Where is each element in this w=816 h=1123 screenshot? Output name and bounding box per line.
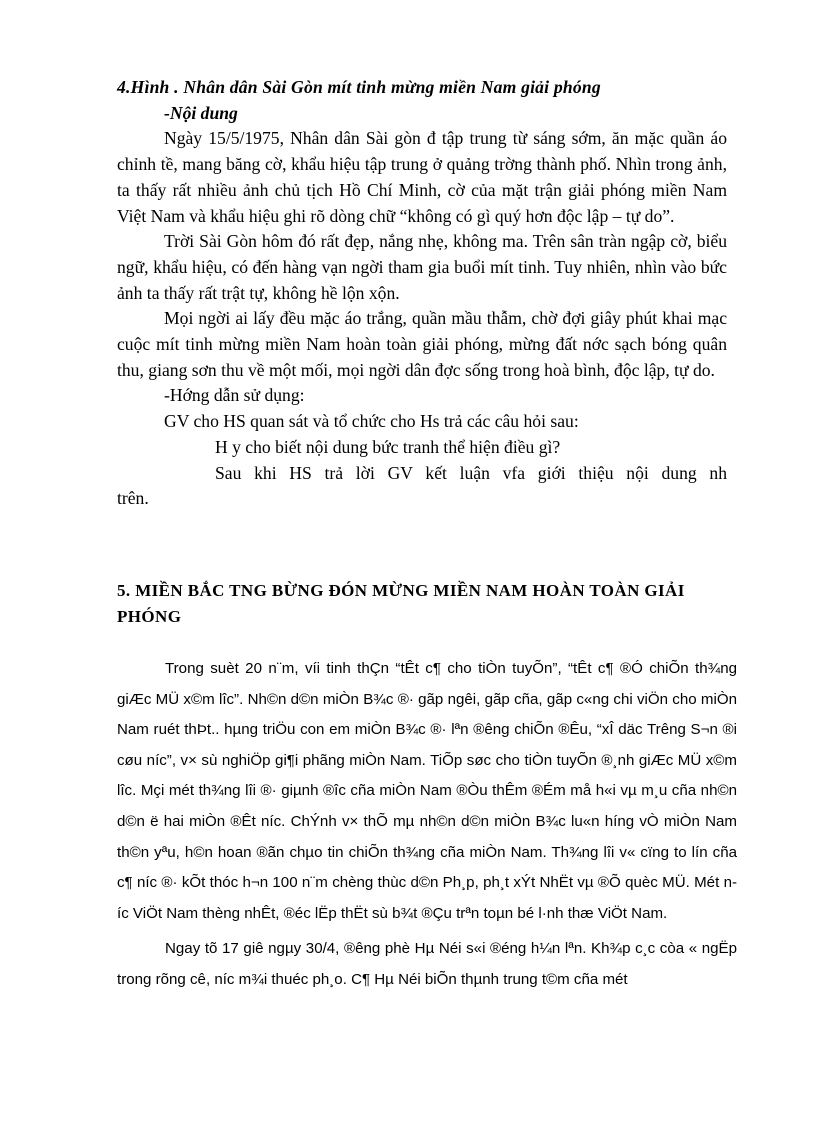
conclusion-end: trên. bbox=[117, 488, 149, 509]
paragraph: Ngày 15/5/1975, Nhân dân Sài gòn đ tập trung từ sáng sớm, ăn mặc quần áo chỉnh tề, mang băng cờ, khẩu hiệu tập trung ở quảng trờng thành phố. Nhìn trong ảnh, ta thấy rất nhiều ảnh chủ tịch Hồ Chí Minh, cờ của mặt trận giải phóng miền Nam Việt Nam và khẩu hiệu ghi rõ dòng chữ “không có gì quý hơn độc lập – tự do”. bbox=[117, 128, 727, 226]
guide-label: -Hớng dẫn sử dụng: bbox=[164, 385, 305, 406]
paragraph: Ngay tõ 17 giê ngµy 30/4, ®êng phè Hµ Néi s«i ®éng h¼n lªn. Kh¾p c¸c còa « ngËp trong rõng cê, níc m¾i thuéc ph¸o. C¶ Hµ Néi biÕn thµnh trung t©m cña mét bbox=[117, 940, 737, 988]
section-5-body bbox=[117, 654, 737, 996]
paragraph: Trong suèt 20 n¨m, víi tinh thÇn “tÊt c¶ cho tiÒn tuyÕn”, “tÊt c¶ ®Ó chiÕn th¾ng giÆc MÜ x©m lîc”. Nh©n d©n miÒn B¾c ®· gãp ngêi, gãp cña, gãp c«ng chi viÖn cho miÒn Nam ruét thÞt.. hµng triÖu con em miÒn B¾c ®· lªn ®êng chiÕn ®Êu, “xÎ däc Trêng S¬n ®i cøu níc”, v× sù nghiÖp gi¶i phãng miÒn Nam. TiÕp søc cho tiÒn tuyÕn ®¸nh giÆc MÜ x©m lîc. Mçi mét th¾ng lîi ®· giµnh ®îc cña miÒn Nam ®Òu thÊm ®Ém må h«i vµ m¸u cña nh©n d©n ë hai miÒn ®Êt níc. ChÝnh v× thÕ mµ nh©n d©n miÒn B¾c lu«n híng vÒ miÒn Nam th©n yªu, h©n hoan ®ãn chµo tin chiÕn th¾ng cña miÒn Nam. Th¾ng lîi v« cïng to lín cña c¶ níc ®· kÕt thóc h¬n 100 n¨m chèng thùc d©n Ph¸p, ph¸t xÝt NhËt vµ ®Õ quèc MÜ. Mét níc ViÖt Nam thèng nhÊt, ®éc lËp thËt sù b¾t ®Çu trªn toµn bé l·nh thæ ViÖt Nam. bbox=[117, 660, 737, 922]
paragraph: Trời Sài Gòn hôm đó rất đẹp, nắng nhẹ, không ma. Trên sân tràn ngập cờ, biểu ngữ, khẩu hiệu, có đến hàng vạn ngời tham gia buổi mít tinh. Tuy nhiên, nhìn vào bức ảnh ta thấy rất trật tự, không hề lộn xộn. bbox=[117, 231, 727, 303]
section-4 bbox=[117, 75, 727, 512]
question: H y cho biết nội dung bức tranh thể hiện điều gì? bbox=[215, 436, 561, 457]
section-4-subtitle: -Nội dung bbox=[164, 102, 238, 123]
section-5-heading: 5. MIỀN BẮC TNG BỪNG ĐÓN MỪNG MIỀN NAM HOÀN TOÀN GIẢI PHÓNG bbox=[117, 581, 685, 626]
conclusion-line: Sau khi HS trả lời GV kết luận vfa giới thiệu nội dung nh bbox=[215, 462, 727, 483]
guide-text: GV cho HS quan sát và tổ chức cho Hs trả các câu hỏi sau: bbox=[164, 411, 579, 432]
section-4-title: 4.Hình . Nhân dân Sài Gòn mít tinh mừng miền Nam giải phóng bbox=[117, 77, 601, 97]
paragraph: Mọi ngời ai lấy đều mặc áo trắng, quần mầu thẫm, chờ đợi giây phút khai mạc cuộc mít tinh mừng miền Nam hoàn toàn giải phóng, mừng đất nớc sạch bóng quân thu, giang sơn thu về một mối, mọi ngời dân đợc sống trong hoà bình, độc lập, tự do. bbox=[117, 308, 727, 380]
